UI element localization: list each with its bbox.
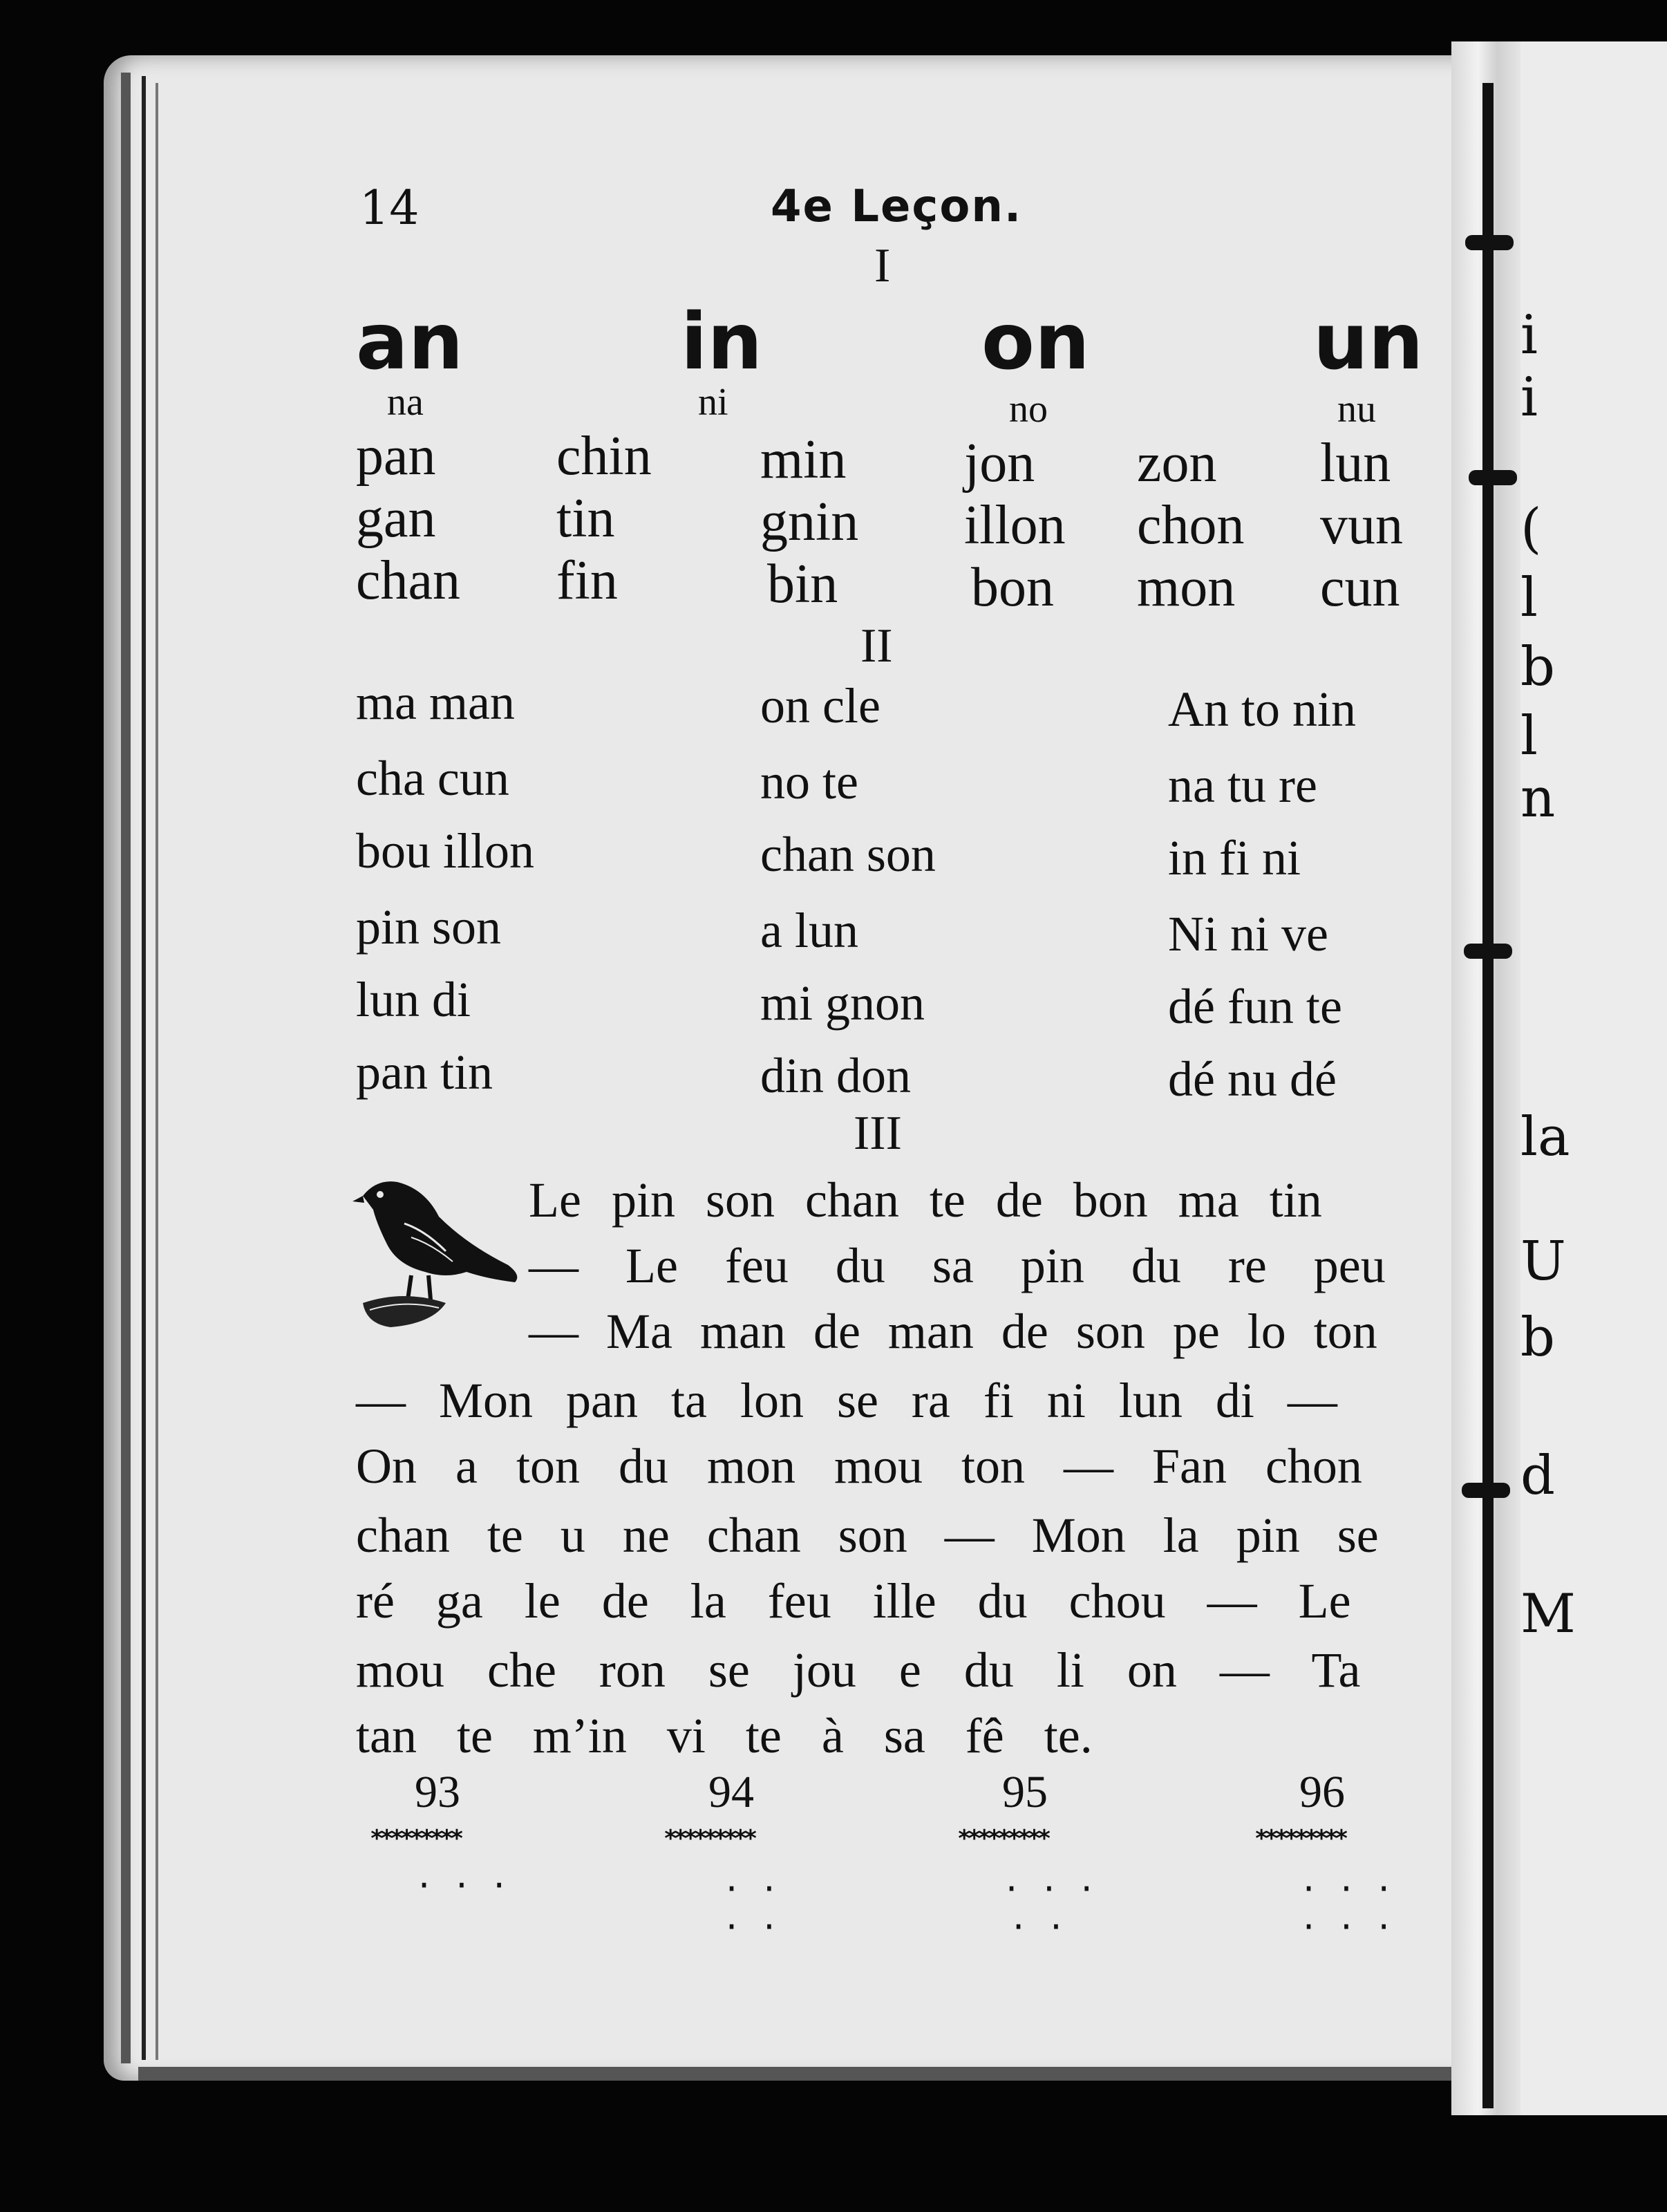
word-cell: din don [760,1048,912,1103]
running-head: 4e Leçon. [771,181,1023,232]
word-cell: a lun [760,903,858,958]
page-edge [156,83,158,2060]
syllable-cell: mon [1137,557,1236,618]
reading-line: chan te u ne chan son — Mon la pin se [356,1508,1379,1563]
facing-page-fragment: b [1520,636,1555,698]
word-cell: on cle [760,678,880,733]
exercise-dots: · · · [1006,1867,1100,1911]
heading-an: an [356,297,464,387]
syllable-cell: zon [1137,433,1217,494]
page-number: 14 [359,181,420,236]
word-cell: Ni ni ve [1168,906,1328,962]
section-label-1: I [874,239,891,292]
word-cell: bou illon [356,823,535,879]
page-edge [142,76,146,2060]
word-cell: no te [760,754,858,809]
facing-page-fragment: n [1520,767,1556,830]
mirror-syllable: nu [1337,388,1376,431]
facing-page [1520,41,1667,2115]
syllable-cell: bin [767,554,838,615]
binding-stitch [1462,1483,1510,1498]
facing-page-fragment: l [1520,705,1538,767]
exercise-stars: ********* [1254,1825,1345,1853]
page-edge [121,73,131,2063]
exercise-number: 94 [708,1767,754,1817]
word-cell: dé fun te [1168,979,1342,1034]
exercise-number: 95 [1002,1767,1048,1817]
reading-line: Le pin son chan te de bon ma tin [529,1172,1322,1228]
facing-page-fragment: U [1520,1230,1566,1293]
word-cell: cha cun [356,751,509,806]
syllable-cell: fin [556,550,618,611]
exercise-number: 93 [415,1767,460,1817]
exercise-number: 96 [1299,1767,1345,1817]
exercise-stars: ********* [370,1825,460,1853]
heading-on: on [981,297,1090,387]
binding-stitch [1469,470,1517,485]
syllable-cell: tin [556,488,615,549]
word-cell: chan son [760,827,936,882]
mirror-syllable: ni [698,381,728,424]
exercise-stars: ********* [663,1825,754,1853]
syllable-cell: illon [964,495,1066,556]
exercise-dots: · · · [418,1864,512,1907]
spine-binding [1482,83,1494,2108]
mirror-syllable: no [1009,388,1048,431]
word-cell: mi gnon [760,975,925,1031]
syllable-cell: gnin [760,491,859,552]
facing-page-fragment: b [1520,1306,1555,1369]
syllable-cell: vun [1320,495,1403,556]
mirror-syllable: na [387,381,424,424]
syllable-cell: bon [971,557,1054,618]
exercise-dots: · · · [1303,1867,1397,1911]
reading-line: — Mon pan ta lon se ra fi ni lun di — [356,1373,1337,1428]
facing-page-fragment: la [1520,1106,1570,1168]
binding-stitch [1465,235,1514,250]
syllable-cell: jon [964,433,1035,494]
word-cell: in fi ni [1168,830,1301,885]
exercise-dots: · · [1013,1905,1069,1949]
reading-line: — Ma man de man de son pe lo ton [529,1304,1377,1359]
syllable-cell: gan [356,488,436,549]
syllable-cell: chan [356,550,461,611]
syllable-cell: lun [1320,433,1391,494]
exercise-dots: · · [726,1905,782,1949]
heading-un: un [1313,297,1424,387]
facing-page-fragment: i [1520,366,1538,429]
syllable-cell: pan [356,426,436,487]
reading-line: On a ton du mon mou ton — Fan chon [356,1438,1362,1494]
word-cell: na tu re [1168,758,1317,813]
heading-in: in [681,297,763,387]
exercise-dots: · · [726,1867,782,1911]
word-cell: pan tin [356,1044,493,1100]
reading-line: tan te m’in vi te à sa fê te. [356,1708,1093,1763]
facing-page-fragment: l [1520,567,1538,629]
exercise-stars: ********* [957,1825,1048,1853]
syllable-cell: cun [1320,557,1400,618]
page-bottom-edge [138,2067,1486,2081]
word-cell: An to nin [1168,682,1357,737]
syllable-cell: chon [1137,495,1245,556]
section-label-3: III [854,1107,902,1160]
facing-page-fragment: M [1520,1583,1576,1645]
reading-line: — Le feu du sa pin du re peu [529,1238,1386,1293]
reading-line: mou che ron se jou e du li on — Ta [356,1642,1361,1698]
section-label-2: II [860,619,893,673]
reading-line: ré ga le de la feu ille du chou — Le [356,1573,1351,1629]
finch-illustration [349,1161,529,1341]
word-cell: dé nu dé [1168,1051,1337,1107]
word-cell: ma man [356,675,515,730]
word-cell: pin son [356,899,502,955]
facing-page-fragment: d [1520,1445,1555,1507]
syllable-cell: min [760,429,847,490]
syllable-cell: chin [556,426,652,487]
word-cell: lun di [356,972,471,1027]
binding-stitch [1464,944,1512,959]
facing-page-fragment: ( [1520,498,1542,560]
exercise-dots: · · · [1303,1905,1397,1949]
facing-page-fragment: i [1520,304,1538,366]
